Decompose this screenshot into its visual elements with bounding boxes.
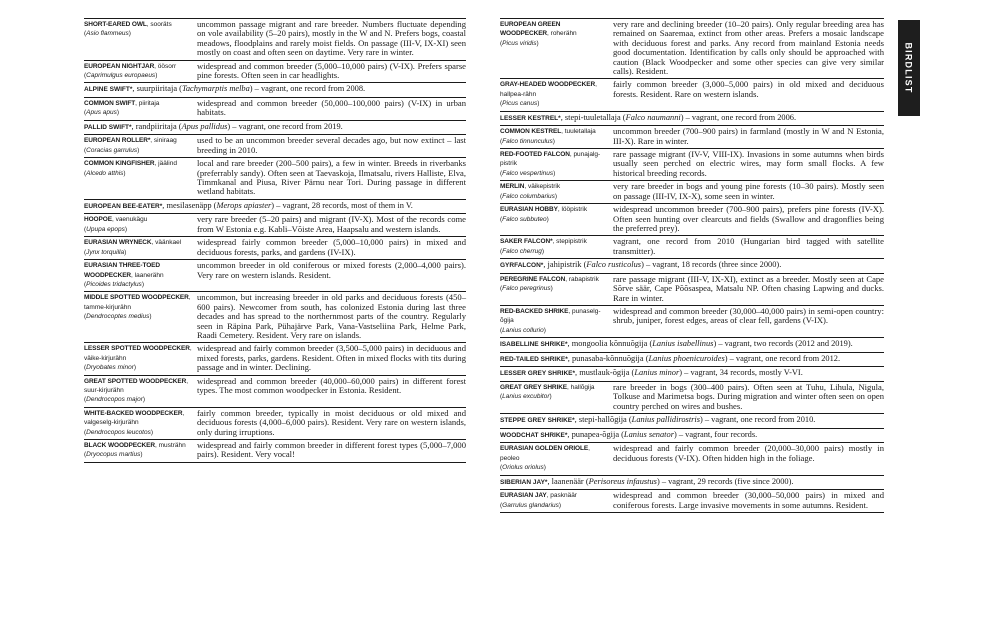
species-description: fairly common breeder, typically in moist deciduous or old mixed and deciduous forests (4,000–6,000 pairs). Resident. Very rare on western islands, only during irruptions. (197, 407, 466, 437)
species-latin-name: Dryocopus martius (86, 451, 141, 459)
species-description: widespread fairly common breeder (5,000–10,000 pairs) in mixed and deciduous forests, parks, and gardens (IV-IX). (197, 237, 466, 257)
section-tab-label: BIRDLIST (904, 42, 915, 94)
species-local-name: suur-kirjurähn (84, 386, 124, 394)
species-latin-name: Apus apus (86, 109, 117, 117)
species-description: vagrant, one record from 2010. (711, 415, 816, 425)
species-name-cell: SAKER FALCON*, stepipistrik (Falco cherrug) (500, 238, 587, 255)
species-latin-name: Apus pallidus (181, 121, 228, 131)
species-entry: WOODCHAT SHRIKE*, punapea-õgija (Lanius senator) – vagrant, four records. (500, 428, 884, 443)
species-name: EURASIAN JAY (500, 492, 547, 500)
species-name: LESSER SPOTTED WOODPECKER (84, 345, 190, 353)
species-latin-name: Upupa epops (86, 225, 125, 233)
species-name-cell: HOOPOE, vaenukägu (Upupa epops) (84, 216, 148, 233)
species-entry (500, 489, 884, 513)
species-name: MIDDLE SPOTTED WOODPECKER (84, 294, 189, 302)
species-local-name: punaselg-õgija (500, 307, 601, 325)
species-entry: ISABELLINE SHRIKE*, mongoolia kõnnuõgija (Lanius isabellinus) – vagrant, two records (2012 and 2019). (500, 337, 884, 352)
species-latin-name: Lanius senator (623, 429, 674, 439)
species-name: RED-TAILED SHRIKE* (500, 355, 568, 363)
species-entry (84, 60, 466, 83)
species-description: widespread uncommon breeder (700–900 pairs), prefers pine forests (IV-X). Often seen hunting over clearcuts and fields (Swallow and dragonflies being the preferred prey). (613, 204, 884, 233)
species-name: LESSER KESTREL* (500, 114, 561, 122)
species-entry: EUROPEAN BEE-EATER*, mesilasenäpp (Merops apiaster) – vagrant, 28 records, most of them in V. (84, 199, 466, 214)
species-name-cell: MIDDLE SPOTTED WOODPECKER, tamme-kirjurähn (Dendrocoptes medius) (84, 294, 191, 321)
species-latin-name: Dendrocopos major (86, 396, 143, 404)
species-latin-name: Lanius minor (634, 368, 680, 378)
species-local-name: jahipistrik (547, 260, 582, 270)
species-description: widespread and fairly common breeder in different forest types (5,000–7,000 pairs). Resident. Very vocal! (197, 440, 466, 460)
species-entry (500, 235, 884, 258)
species-latin-name: Falco peregrinus (502, 285, 551, 293)
species-name-cell: RED-BACKED SHRIKE, punaselg-õgija (Lanius collurio) (500, 307, 601, 334)
species-latin-name: Falco cherrug (502, 247, 542, 255)
species-local-name: väikepistrik (527, 183, 561, 191)
species-local-name: musträhn (158, 442, 186, 449)
species-entry (500, 148, 884, 180)
species-description: vagrant, one record from 2010 (Hungarian bird tagged with satellite transmitter). (613, 236, 884, 256)
species-local-name: väike-kirjurähn (84, 354, 127, 362)
species-description: vagrant, 29 records (five since 2000). (668, 476, 794, 486)
species-local-name: laanenäär (551, 476, 584, 486)
species-name-cell: GREAT SPOTTED WOODPECKER, suur-kirjurähn (Dendrocopos major) (84, 377, 189, 404)
species-description: very rare breeder (5–20 pairs) and migrant (IV-X). Most of the records come from W Estonia e.g. Kabli–Võiste Area, Haapsalu and western islands. (197, 214, 466, 234)
species-name-cell: EUROPEAN ROLLER*, siniraag (Coracias garrulus) (84, 137, 177, 154)
species-description: used to be an uncommon breeder several decades ago, but now extinct – last breeding in 2010. (197, 135, 466, 155)
species-description: vagrant, 34 records, mostly V-VI. (690, 368, 803, 378)
species-name: COMMON KESTREL (500, 128, 562, 136)
species-local-name: stepi-tuuletallaja (564, 112, 621, 122)
species-description: vagrant, one record from 2008. (260, 84, 366, 94)
species-local-name: tamme-kirjurähn (84, 303, 131, 311)
species-name: SAKER FALCON* (500, 238, 553, 246)
species-entry (84, 18, 466, 60)
species-entry (84, 97, 466, 120)
species-name: GYRFALCON* (500, 262, 544, 270)
left-column (84, 18, 466, 463)
species-entry: ALPINE SWIFT*, suurpiiritaja (Tachymarptis melba) – vagrant, one record from 2008. (84, 82, 466, 97)
species-description: fairly common breeder (3,000–5,000 pairs) in old mixed and deciduous forests. Resident. Rare on western islands. (613, 79, 884, 99)
species-description: widespread and common breeder (5,000–10,000 pairs) (V-IX). Prefers sparse pine forests. Often seen in car headlights. (197, 60, 466, 81)
species-latin-name: Dendrocopos leucotos (86, 428, 151, 436)
species-name-cell: COMMON SWIFT, piiritaja (Apus apus) (84, 100, 160, 117)
species-name-cell: EURASIAN HOBBY, lööpistrik (Falco subbuteo) (500, 206, 588, 223)
species-description: uncommon, but increasing breeder in old parks and deciduous forests (450–600 pairs). Newcomer from south, has colonized Estonia during last three decades and has spread to the northernmost parts of the country. Regularly seen in Räpina Park, Pühajärve Park, Vana-Vastseliina Park, Helme Park, Raadi Cemetery. Resident. Very rare on islands. (197, 292, 466, 340)
species-name-cell: GREAT GREY SHRIKE, hallõgija (Lanius excubitor) (500, 383, 595, 401)
species-latin-name: Asio flammeus (86, 30, 129, 38)
species-latin-name: Falco naumanni (625, 112, 681, 122)
species-entry (500, 18, 884, 78)
species-latin-name: Falco subbuteo (502, 215, 547, 223)
species-local-name: laanerähn (134, 271, 164, 279)
species-local-name: peoleo (500, 454, 520, 462)
species-description: local and rare breeder (200–500 pairs), a few in winter. Breeds in riverbanks (preferrably sandy). Often seen at Taevaskoja, Ilmatsalu, rivers Halliste, Elva, Timmkanal and Piusa, River Pärnu near Tori. During passage in different wetland habitats. (197, 158, 466, 197)
species-local-name: piiritaja (138, 100, 160, 108)
species-description: widespread and common breeder (50,000–100,000 pairs) (V-IX) in urban habitats. (197, 98, 466, 118)
species-latin-name: Coracias garrulus (86, 146, 138, 154)
species-local-name: siniraag (153, 137, 177, 145)
species-name: GREAT GREY SHRIKE (500, 383, 568, 391)
species-latin-name: Falco rusticolus (586, 260, 642, 270)
species-name: EURASIAN WRYNECK (84, 239, 152, 247)
species-latin-name: Garrulus glandarius (502, 501, 559, 509)
species-name: EURASIAN HOBBY (500, 206, 558, 214)
species-name: EUROPEAN BEE-EATER* (84, 202, 163, 210)
species-description: widespread and fairly common breeder (20,000–30,000 pairs) mostly in deciduous forests (V-IX). Often hidden high in the foliage. (613, 443, 884, 463)
species-latin-name: Picoides tridactylus (86, 280, 142, 288)
species-description: uncommon breeder in old coniferous or mixed forests (2,000–4,000 pairs). Very rare on western islands. Resident. (197, 260, 466, 280)
species-latin-name: Picus viridis (502, 39, 537, 47)
species-local-name: punasaba-kõnnuõgija (571, 353, 644, 363)
species-name: ALPINE SWIFT* (84, 86, 133, 94)
species-local-name: hallõgija (570, 383, 595, 391)
species-description: widespread and common breeder (30,000–50,000 pairs) in mixed and coniferous forests. Large invasive movements in some autumns. Resident. (613, 490, 884, 510)
species-name: COMMON SWIFT (84, 100, 136, 108)
species-name: EUROPEAN ROLLER* (84, 137, 151, 145)
species-name-cell: LESSER SPOTTED WOODPECKER, väike-kirjurähn (Dryobates minor) (84, 345, 192, 372)
species-entry (84, 407, 466, 439)
species-entry (84, 291, 466, 342)
species-entry: SIBERIAN JAY*, laanenäär (Perisoreus infaustus) – vagrant, 29 records (five since 2000). (500, 475, 884, 490)
species-latin-name: Tachymarptis melba (181, 84, 250, 94)
species-latin-name: Lanius isabellinus (652, 339, 714, 349)
species-description: uncommon passage migrant and rare breeder. Numbers fluctuate depending on vole availability (5–20 pairs), mostly in the W and N. Prefers bogs, coastal meadows, floodplains and rarely moist fields. On passage (III-V, IX-XI) seen mostly on coast and often seen on daytime. Very rare in winter. (197, 19, 466, 58)
species-description: vagrant, four records. (685, 429, 758, 439)
species-description: very rare breeder in bogs and young pine forests (10–30 pairs). Mostly seen on passage (III-IV, IX-X), some seen in winter. (613, 181, 884, 201)
species-entry (84, 439, 466, 463)
species-latin-name: Perisoreus infaustus (588, 476, 657, 486)
species-latin-name: Lanius excubitor (502, 393, 550, 401)
species-name-cell: EURASIAN JAY, pasknäär (Garrulus glandarius) (500, 492, 577, 509)
species-name-cell: SHORT-EARED OWL, sooräts (Asio flammeus) (84, 21, 172, 38)
species-description: very rare and declining breeder (10–20 pairs). Only regular breeding area has remained on Saaremaa, extinct from other areas. Prefers a mosaic landscape with deciduous forest and parks. Any record from mainland Estonia needs good documentation. Identification by calls only should be approached with caution (Black Woodpecker and some other species can give very similar calls). Resident. (613, 19, 884, 77)
species-latin-name: Picus canus (502, 100, 538, 108)
species-entry: PALLID SWIFT*, randpiiritaja (Apus pallidus) – vagrant, one record from 2019. (84, 120, 466, 135)
species-entry (84, 375, 466, 407)
species-name: WOODCHAT SHRIKE* (500, 431, 568, 439)
species-entry: RED-TAILED SHRIKE*, punasaba-kõnnuõgija (Lanius phoenicuroides) – vagrant, one record from 2012. (500, 352, 884, 367)
species-local-name: pasknäär (550, 492, 577, 500)
species-name: EURASIAN GOLDEN ORIOLE (500, 445, 589, 453)
species-name: STEPPE GREY SHRIKE* (500, 417, 575, 425)
species-local-name: valgeselg-kirjurähn (84, 419, 139, 427)
species-local-name: stepipistrik (556, 238, 587, 246)
species-entry (500, 203, 884, 235)
species-name: PALLID SWIFT* (84, 123, 132, 131)
species-name: WHITE-BACKED WOODPECKER (84, 409, 183, 417)
species-entry (500, 381, 884, 413)
species-description: widespread and common breeder (40,000–60,000 pairs) in different forest types. The most common woodpecker in Estonia. Resident. (197, 375, 466, 395)
species-local-name: punapea-õgija (571, 429, 620, 439)
species-entry (500, 180, 884, 203)
species-name: EUROPEAN NIGHTJAR (84, 62, 155, 70)
species-description: vagrant, 18 records (three since 2000). (652, 260, 782, 270)
species-entry (84, 213, 466, 236)
species-entry: LESSER KESTREL*, stepi-tuuletallaja (Falco naumanni) – vagrant, one record from 2006. (500, 111, 884, 126)
species-entry: LESSER GREY SHRIKE*, mustlauk-õgija (Lanius minor) – vagrant, 34 records, mostly V-VI. (500, 366, 884, 381)
species-description: vagrant, 28 records, most of them in V. (282, 200, 413, 210)
section-tab (898, 20, 920, 116)
species-name: LESSER GREY SHRIKE* (500, 370, 576, 378)
species-entry (84, 259, 466, 291)
species-latin-name: Falco tinnunculus (502, 137, 553, 145)
species-entry (84, 236, 466, 259)
species-name-cell: COMMON KINGFISHER, jäälind (Alcedo atthis) (84, 160, 177, 177)
species-latin-name: Oriolus oriolus (502, 464, 544, 472)
species-local-name: väänkael (155, 239, 182, 247)
species-local-name: mustlauk-õgija (579, 368, 630, 378)
species-entry (84, 134, 466, 157)
species-name-cell: RED-FOOTED FALCON, punajalg-pistrik (Falco vespertinus) (500, 151, 601, 177)
species-entry (500, 442, 884, 474)
species-description: rare breeder in bogs (300–400 pairs). Often seen at Tuhu, Lihula, Nigula, Tolkuse and Marimetsa bogs. During migration and winter often seen on open country perched on wires and bushes. (613, 381, 884, 411)
species-entry (500, 273, 884, 305)
species-local-name: hallpea-rähn (500, 90, 537, 98)
species-local-name: tuuletallaja (564, 128, 596, 136)
species-latin-name: Jynx torquilla (86, 248, 125, 256)
species-name-cell: COMMON KESTREL, tuuletallaja (Falco tinnunculus) (500, 128, 596, 145)
species-description: rare passage migrant (III-V, IX-XI), extinct as a breeder. Mostly seen at Cape Sõrve säär, Cape Põõsaspea, Matsalu NP. Often chasing Lapwing and ducks. Rare in winter. (613, 273, 884, 303)
species-name-cell: BLACK WOODPECKER, musträhn (Dryocopus martius) (84, 442, 186, 459)
species-description: vagrant, one record from 2019. (238, 121, 343, 131)
species-description: rare passage migrant (IV-V, VIII-IX). Invasions in some autumns when birds usually seen perched on electric wires, may form small flocks. A few historical breeding records. (613, 149, 884, 178)
species-entry: GYRFALCON*, jahipistrik (Falco rusticolus) – vagrant, 18 records (three since 2000). (500, 258, 884, 273)
species-name-cell: EURASIAN GOLDEN ORIOLE, peoleo (Oriolus oriolus) (500, 445, 590, 472)
species-name: RED-BACKED SHRIKE (500, 307, 569, 315)
species-description: vagrant, one record from 2006. (691, 112, 797, 122)
species-latin-name: Dryobates minor (86, 364, 134, 372)
species-name-cell: GRAY-HEADED WOODPECKER, hallpea-rähn (Picus canus) (500, 81, 597, 108)
species-local-name: suurpiiritaja (136, 84, 178, 94)
species-local-name: vaenukägu (115, 216, 148, 224)
species-local-name: rabapistrik (568, 275, 599, 283)
species-name-cell: MERLIN, väikepistrik (Falco columbarius) (500, 183, 561, 200)
species-name: ISABELLINE SHRIKE* (500, 341, 568, 349)
species-description: vagrant, two records (2012 and 2019). (724, 339, 853, 349)
species-local-name: öösorr (157, 62, 177, 70)
species-name: GRAY-HEADED WOODPECKER (500, 81, 596, 89)
species-entry: STEPPE GREY SHRIKE*, stepi-hallõgija (Lanius pallidirostris) – vagrant, one record from 2010. (500, 413, 884, 428)
species-name: SIBERIAN JAY* (500, 478, 548, 486)
species-local-name: roherähn (550, 30, 577, 38)
species-latin-name: Alcedo atthis (86, 169, 124, 177)
species-latin-name: Lanius phoenicuroides (648, 353, 725, 363)
species-local-name: sooräts (150, 21, 172, 28)
species-entry (84, 342, 466, 374)
species-name: MERLIN (500, 183, 525, 191)
species-name: EUROPEAN GREEN WOODPECKER (500, 21, 561, 38)
species-description: uncommon breeder (700–900 pairs) in farmland (mostly in W and N Estonia, III-X). Rare in winter. (613, 126, 884, 146)
species-local-name: jäälind (158, 160, 177, 168)
species-name: HOOPOE (84, 216, 112, 224)
species-description: widespread and fairly common breeder (3,500–5,000 pairs) in deciduous and mixed forests, parks, gardens. Resident. Often in mixed flocks with tits during passage and in winter. Declining. (197, 343, 466, 373)
species-latin-name: Falco columbarius (502, 192, 555, 200)
species-name: COMMON KINGFISHER (84, 160, 155, 168)
species-name-cell: EUROPEAN GREEN WOODPECKER, roherähn (Picus viridis) (500, 21, 577, 47)
species-entry (84, 157, 466, 199)
species-name: BLACK WOODPECKER (84, 442, 155, 449)
species-entry (500, 125, 884, 148)
species-local-name: punajalg-pistrik (500, 151, 601, 168)
species-name-cell: WHITE-BACKED WOODPECKER, valgeselg-kirjurähn (Dendrocopos leucotos) (84, 409, 185, 436)
species-entry (500, 78, 884, 110)
species-latin-name: Lanius pallidirostris (631, 415, 700, 425)
species-local-name: mongoolia kõnnuõgija (571, 339, 648, 349)
species-name-cell: EUROPEAN NIGHTJAR, öösorr (Caprimulgus europaeus) (84, 62, 177, 80)
species-latin-name: Falco vespertinus (502, 169, 554, 177)
species-local-name: stepi-hallõgija (578, 415, 627, 425)
species-name-cell: PEREGRINE FALCON, rabapistrik (Falco peregrinus) (500, 275, 599, 293)
species-name: RED-FOOTED FALCON (500, 151, 570, 159)
species-entry (500, 305, 884, 337)
species-local-name: randpiiritaja (135, 121, 177, 131)
species-latin-name: Lanius collurio (502, 326, 544, 334)
species-name-cell: EURASIAN WRYNECK, väänkael (Jynx torquilla) (84, 239, 182, 256)
species-name-cell: EURASIAN THREE-TOED WOODPECKER, laanerähn (Picoides tridactylus) (84, 262, 164, 288)
species-name: PEREGRINE FALCON (500, 275, 566, 283)
species-local-name: lööpistrik (561, 206, 588, 214)
species-local-name: mesilasenäpp (166, 200, 212, 210)
species-description: vagrant, one record from 2012. (735, 353, 841, 363)
species-name: SHORT-EARED OWL (84, 21, 147, 28)
species-description: widespread and common breeder (30,000–40,000 pairs) in semi-open country: shrub, juniper, forest edges, areas of clear fell, gardens (V-IX). (613, 305, 884, 326)
species-latin-name: Merops apiaster (216, 200, 272, 210)
species-name: EURASIAN THREE-TOED WOODPECKER (84, 262, 160, 279)
species-name: GREAT SPOTTED WOODPECKER (84, 377, 187, 385)
right-column (500, 18, 884, 513)
species-latin-name: Dendrocoptes medius (86, 313, 150, 321)
species-latin-name: Caprimulgus europaeus (86, 72, 156, 80)
